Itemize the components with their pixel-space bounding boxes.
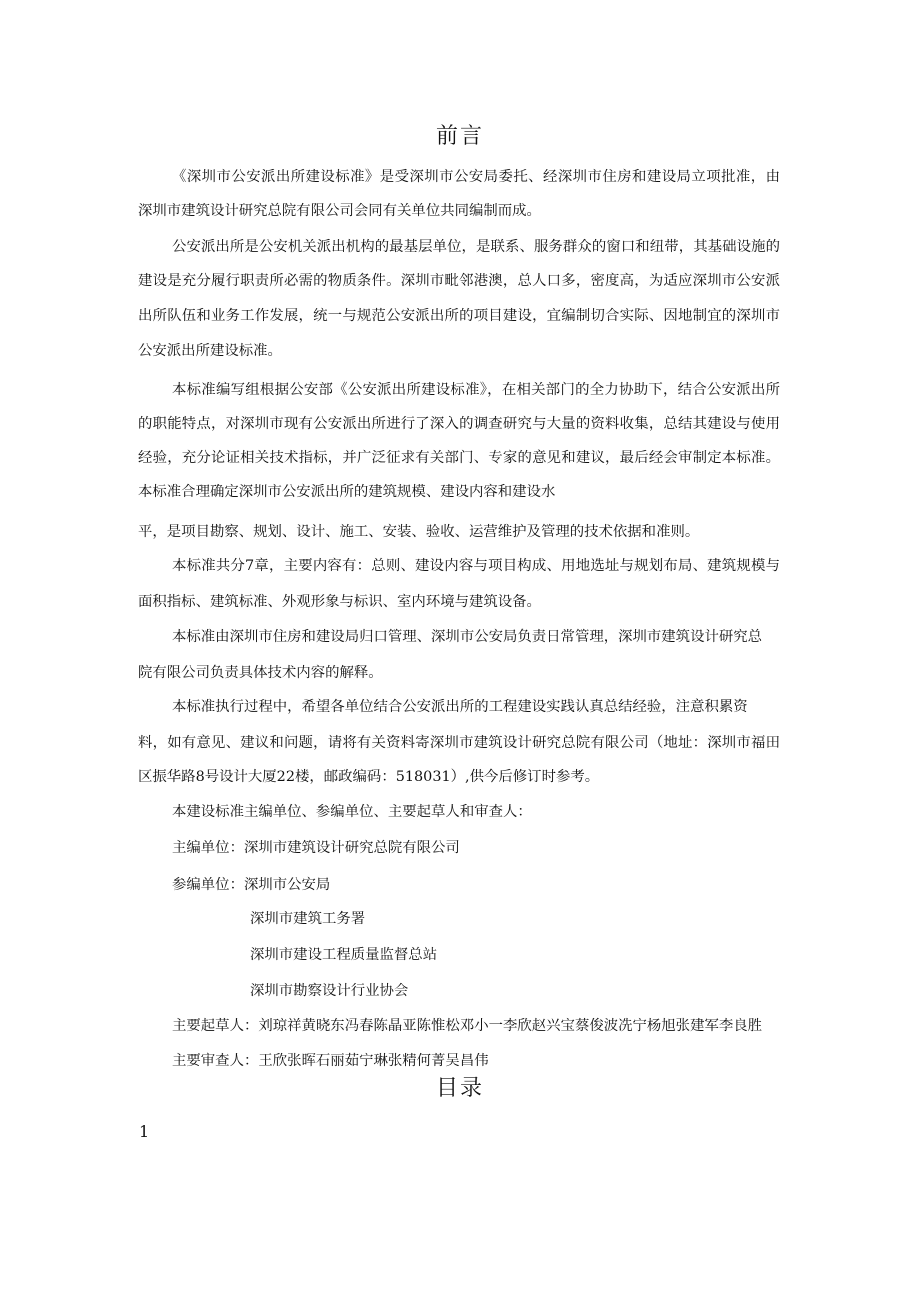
- participating-unit-item: 深圳市建设工程质量监督总站: [250, 947, 438, 963]
- paragraph-line: 经验，充分论证相关技术指标，并广泛征求有关部门、专家的意见和建议，最后经会审制定本标准。: [138, 450, 780, 466]
- paragraph-line: 《深圳市公安派出所建设标准》是受深圳市公安局委托、经深圳市住房和建设局立项批准，由: [172, 169, 780, 185]
- chief-reviewers: 主要审查人：王欣张晖石丽茹宁琳张精何菁吴昌伟: [172, 1053, 489, 1069]
- participating-unit-item: 深圳市建筑工务署: [250, 911, 366, 927]
- participating-unit-item: 深圳市勘察设计行业协会: [250, 983, 409, 999]
- toc-title: 目录: [435, 1076, 484, 1101]
- credits-intro: 本建设标准主编单位、参编单位、主要起草人和审查人：: [172, 804, 532, 820]
- paragraph-line: 本标准共分7章，主要内容有：总则、建设内容与项目构成、用地选址与规划布局、建筑规模与: [172, 558, 780, 574]
- paragraph-line: 平，是项目勘察、规划、设计、施工、安装、验收、运营维护及管理的技术依据和准则。: [138, 524, 700, 540]
- paragraph-line: 院有限公司负责具体技术内容的解释。: [138, 665, 383, 681]
- paragraph-line: 区振华路8号设计大厦22楼，邮政编码：518031）,供今后修订时参考。: [138, 769, 600, 785]
- page-number: 1: [139, 1122, 150, 1141]
- paragraph-line: 本标准合理确定深圳市公安派出所的建筑规模、建设内容和建设水: [138, 484, 556, 500]
- paragraph-line: 本标准由深圳市住房和建设局归口管理、深圳市公安局负责日常管理，深圳市建筑设计研究总: [172, 629, 763, 645]
- foreword-title: 前言: [435, 124, 484, 149]
- chief-drafters: 主要起草人：刘琼祥黄晓东冯春陈晶亚陈惟松邓小一李欣赵兴宝蔡俊波冼宁杨旭张建军李良胜: [172, 1018, 763, 1034]
- participating-unit: 参编单位：深圳市公安局: [172, 877, 331, 893]
- paragraph-line: 面积指标、建筑标准、外观形象与标识、室内环境与建筑设备。: [138, 594, 541, 610]
- paragraph-line: 公安派出所是公安机关派出机构的最基层单位，是联系、服务群众的窗口和纽带，其基础设施的: [172, 239, 780, 255]
- chief-editing-unit: 主编单位：深圳市建筑设计研究总院有限公司: [172, 840, 460, 856]
- paragraph-line: 建设是充分履行职责所必需的物质条件。深圳市毗邻港澳，总人口多，密度高，为适应深圳市公安派: [138, 273, 780, 289]
- paragraph-line: 的职能特点，对深圳市现有公安派出所进行了深入的调查研究与大量的资料收集，总结其建设与使用: [138, 416, 780, 432]
- paragraph-line: 深圳市建筑设计研究总院有限公司会同有关单位共同编制而成。: [138, 203, 541, 219]
- paragraph-line: 料，如有意见、建议和问题，请将有关资料寄深圳市建筑设计研究总院有限公司（地址：深圳市福田: [138, 735, 780, 751]
- paragraph-line: 本标准编写组根据公安部《公安派出所建设标准》，在相关部门的全力协助下，结合公安派出所: [172, 382, 780, 398]
- paragraph-line: 出所队伍和业务工作发展，统一与规范公安派出所的项目建设，宜编制切合实际、因地制宜的深圳市: [138, 308, 780, 324]
- paragraph-line: 本标准执行过程中，希望各单位结合公安派出所的工程建设实践认真总结经验，注意积累资: [172, 699, 748, 715]
- paragraph-line: 公安派出所建设标准。: [138, 343, 282, 359]
